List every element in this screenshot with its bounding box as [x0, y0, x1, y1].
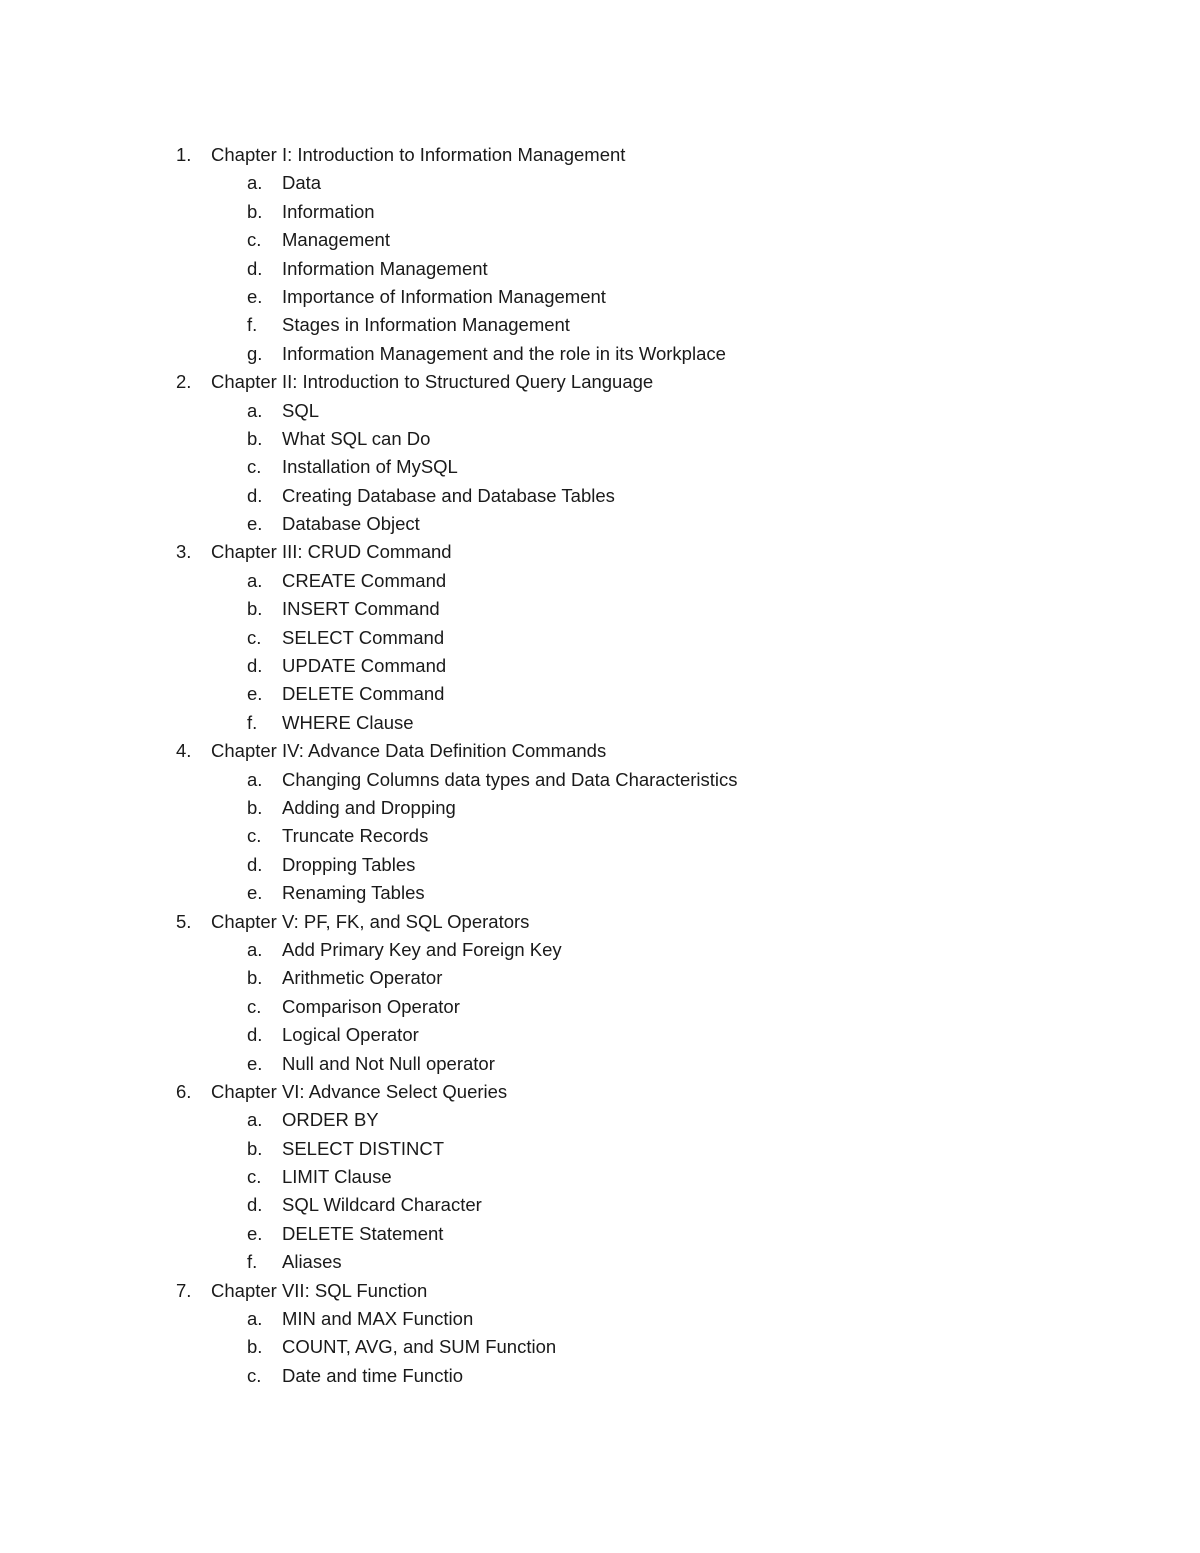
- chapter-number: 7.: [176, 1279, 192, 1301]
- chapter-heading: [0, 1277, 1200, 1305]
- topic-letter: f.: [247, 1251, 258, 1273]
- topic-letter: c.: [247, 1166, 262, 1188]
- topic-item: [0, 1021, 1200, 1049]
- chapter-title: Chapter V: PF, FK, and SQL Operators: [211, 910, 530, 932]
- topic-text: Renaming Tables: [282, 882, 425, 904]
- topic-letter: a.: [247, 172, 263, 194]
- topic-letter: c.: [247, 825, 262, 847]
- chapter-title: Chapter IV: Advance Data Definition Commands: [211, 740, 607, 762]
- topic-item: [0, 879, 1200, 907]
- chapter-heading: [0, 737, 1200, 765]
- topic-text: Adding and Dropping: [282, 796, 456, 818]
- topic-item: [0, 226, 1200, 254]
- topic-text: Management: [282, 229, 390, 251]
- chapter-heading: [0, 141, 1200, 169]
- topic-item: [0, 936, 1200, 964]
- topic-item: [0, 680, 1200, 708]
- topic-letter: d.: [247, 853, 263, 875]
- topic-item: [0, 1362, 1200, 1390]
- topic-letter: b.: [247, 796, 263, 818]
- topic-text: Dropping Tables: [282, 853, 416, 875]
- topic-text: Information Management and the role in its Workplace: [282, 342, 726, 364]
- topic-item: [0, 283, 1200, 311]
- topic-text: Truncate Records: [282, 825, 429, 847]
- topic-text: Importance of Information Management: [282, 285, 606, 307]
- topic-item: [0, 595, 1200, 623]
- topic-text: Null and Not Null operator: [282, 1052, 495, 1074]
- topic-letter: e.: [247, 1222, 263, 1244]
- topic-item: [0, 510, 1200, 538]
- topic-letter: e.: [247, 683, 263, 705]
- topic-letter: e.: [247, 285, 263, 307]
- topic-text: LIMIT Clause: [282, 1166, 392, 1188]
- topic-letter: d.: [247, 1194, 263, 1216]
- topic-text: SQL: [282, 399, 320, 421]
- chapter-heading: [0, 908, 1200, 936]
- topic-letter: b.: [247, 598, 263, 620]
- chapter-title: Chapter VII: SQL Function: [211, 1279, 428, 1301]
- topic-letter: d.: [247, 257, 263, 279]
- topic-text: Information Management: [282, 257, 488, 279]
- topic-letter: c.: [247, 1364, 262, 1386]
- topic-text: Information: [282, 200, 375, 222]
- topic-item: [0, 1333, 1200, 1361]
- topic-text: UPDATE Command: [282, 655, 447, 677]
- topic-text: Aliases: [282, 1251, 342, 1273]
- topic-letter: b.: [247, 1137, 263, 1159]
- topic-letter: c.: [247, 229, 262, 251]
- topic-text: Database Object: [282, 513, 420, 535]
- topic-text: DELETE Command: [282, 683, 445, 705]
- topic-item: [0, 397, 1200, 425]
- chapter-outline: [0, 141, 1200, 1390]
- topic-text: What SQL can Do: [282, 427, 431, 449]
- chapter-number: 3.: [176, 541, 192, 563]
- topic-letter: a.: [247, 1308, 263, 1330]
- topic-text: Installation of MySQL: [282, 456, 458, 478]
- chapter-number: 4.: [176, 740, 192, 762]
- topic-letter: b.: [247, 200, 263, 222]
- chapter-number: 1.: [176, 144, 192, 165]
- topic-letter: f.: [247, 314, 258, 336]
- topic-item: [0, 709, 1200, 737]
- topic-letter: c.: [247, 626, 262, 648]
- topic-text: Creating Database and Database Tables: [282, 484, 615, 506]
- topic-letter: c.: [247, 995, 262, 1017]
- topic-letter: d.: [247, 484, 263, 506]
- topic-item: [0, 652, 1200, 680]
- topic-item: [0, 1135, 1200, 1163]
- chapter-number: 5.: [176, 910, 192, 932]
- topic-letter: a.: [247, 569, 263, 591]
- chapter-heading: [0, 368, 1200, 396]
- topic-text: Stages in Information Management: [282, 314, 570, 336]
- topic-letter: d.: [247, 655, 263, 677]
- topic-item: [0, 198, 1200, 226]
- topic-letter: e.: [247, 882, 263, 904]
- topic-item: [0, 794, 1200, 822]
- topic-letter: d.: [247, 1024, 263, 1046]
- topic-letter: e.: [247, 513, 263, 535]
- topic-item: [0, 425, 1200, 453]
- topic-item: [0, 1191, 1200, 1219]
- topic-text: ORDER BY: [282, 1109, 379, 1131]
- topic-letter: g.: [247, 342, 263, 364]
- topic-item: [0, 964, 1200, 992]
- topic-text: Logical Operator: [282, 1024, 419, 1046]
- topic-item: [0, 169, 1200, 197]
- topic-text: Arithmetic Operator: [282, 967, 443, 989]
- chapter-title: Chapter VI: Advance Select Queries: [211, 1080, 508, 1102]
- topic-item: [0, 1163, 1200, 1191]
- topic-text: Comparison Operator: [282, 995, 460, 1017]
- topic-letter: b.: [247, 427, 263, 449]
- topic-letter: a.: [247, 399, 263, 421]
- topic-item: [0, 567, 1200, 595]
- topic-text: COUNT, AVG, and SUM Function: [282, 1336, 557, 1358]
- topic-item: [0, 255, 1200, 283]
- topic-item: [0, 1305, 1200, 1333]
- topic-letter: a.: [247, 768, 263, 790]
- topic-letter: e.: [247, 1052, 263, 1074]
- topic-item: [0, 340, 1200, 368]
- topic-letter: b.: [247, 967, 263, 989]
- topic-item: [0, 482, 1200, 510]
- topic-item: [0, 851, 1200, 879]
- chapter-heading: [0, 1078, 1200, 1106]
- topic-item: [0, 1220, 1200, 1248]
- topic-item: [0, 311, 1200, 339]
- chapter-title: Chapter II: Introduction to Structured Query Language: [211, 371, 654, 393]
- topic-text: DELETE Statement: [282, 1222, 444, 1244]
- topic-item: [0, 624, 1200, 652]
- topic-text: Data: [282, 172, 322, 194]
- topic-letter: f.: [247, 711, 258, 733]
- chapter-number: 6.: [176, 1080, 192, 1102]
- topic-text: INSERT Command: [282, 598, 440, 620]
- topic-letter: a.: [247, 938, 263, 960]
- topic-text: WHERE Clause: [282, 711, 414, 733]
- topic-item: [0, 1106, 1200, 1134]
- topic-item: [0, 766, 1200, 794]
- topic-item: [0, 1050, 1200, 1078]
- chapter-title: Chapter I: Introduction to Information Management: [211, 144, 626, 165]
- topic-item: [0, 993, 1200, 1021]
- chapter-number: 2.: [176, 371, 192, 393]
- topic-text: SELECT DISTINCT: [282, 1137, 445, 1159]
- topic-letter: b.: [247, 1336, 263, 1358]
- chapter-heading: [0, 538, 1200, 566]
- topic-text: Date and time Functio: [282, 1364, 463, 1386]
- topic-item: [0, 453, 1200, 481]
- topic-text: SQL Wildcard Character: [282, 1194, 482, 1216]
- topic-item: [0, 1248, 1200, 1276]
- topic-text: CREATE Command: [282, 569, 447, 591]
- topic-text: Changing Columns data types and Data Characteristics: [282, 768, 738, 790]
- topic-letter: a.: [247, 1109, 263, 1131]
- topic-text: SELECT Command: [282, 626, 445, 648]
- topic-text: MIN and MAX Function: [282, 1308, 474, 1330]
- topic-letter: c.: [247, 456, 262, 478]
- topic-text: Add Primary Key and Foreign Key: [282, 938, 562, 960]
- chapter-title: Chapter III: CRUD Command: [211, 541, 452, 563]
- topic-item: [0, 822, 1200, 850]
